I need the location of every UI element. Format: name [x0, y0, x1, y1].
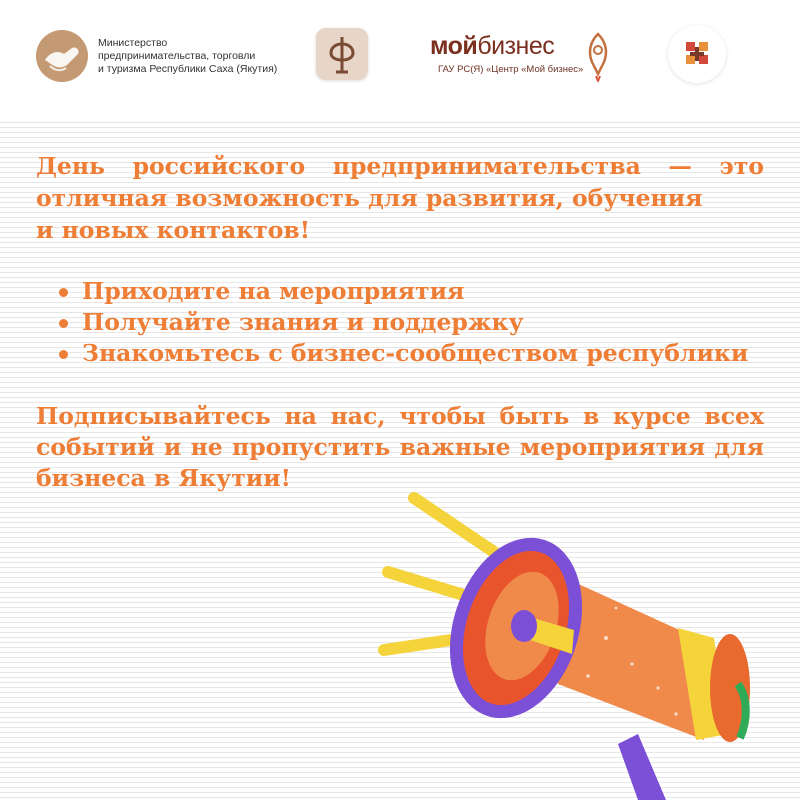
outro-paragraph [36, 401, 764, 494]
list-item-text: Знакомьтесь с бизнес-сообществом республики [82, 339, 749, 367]
handshake-icon [36, 30, 88, 82]
wordmark-part: бизнес [477, 32, 555, 60]
ministry-logo [36, 28, 296, 88]
bullet-dot-icon [59, 288, 68, 297]
outro-line: Подписывайтесь на нас, чтобы быть в курсе всех [36, 402, 764, 430]
moy-biznes-subtitle: ГАУ РС(Я) «Центр «Мой бизнес» [438, 64, 584, 75]
main-text [36, 150, 764, 494]
logo-header [0, 0, 800, 110]
list-item-text: Получайте знания и поддержку [82, 308, 524, 336]
bullet-dot-icon [59, 350, 68, 359]
bullet-list [36, 276, 764, 369]
ministry-name [98, 37, 298, 76]
outro-line: бизнеса в Якутии! [36, 464, 291, 492]
bullet-dot-icon [59, 319, 68, 328]
list-item [36, 338, 764, 369]
list-item [36, 276, 764, 307]
ornament-emblem-icon [668, 25, 726, 83]
list-item-text: Приходите на мероприятия [82, 277, 465, 305]
list-item [36, 307, 764, 338]
ministry-name-line: предпринимательства, торговли [98, 50, 256, 62]
moy-biznes-wordmark [430, 32, 554, 61]
fund-emblem-icon [316, 28, 368, 80]
moy-biznes-logo [430, 28, 620, 88]
ministry-name-line: Министерство [98, 37, 168, 49]
intro-line: отличная возможность для развития, обучения [36, 184, 703, 212]
intro-paragraph [36, 150, 764, 246]
wordmark-part: мой [430, 32, 478, 60]
megaphone-icon [376, 488, 800, 800]
rocket-pin-icon [582, 30, 614, 82]
outro-line: событий и не пропустить важные мероприятия для [36, 433, 764, 461]
intro-line: День российского предпринимательства — это [36, 152, 764, 180]
ministry-name-line: и туризма Республики Саха (Якутия) [98, 63, 278, 75]
intro-line: и новых контактов! [36, 216, 311, 244]
